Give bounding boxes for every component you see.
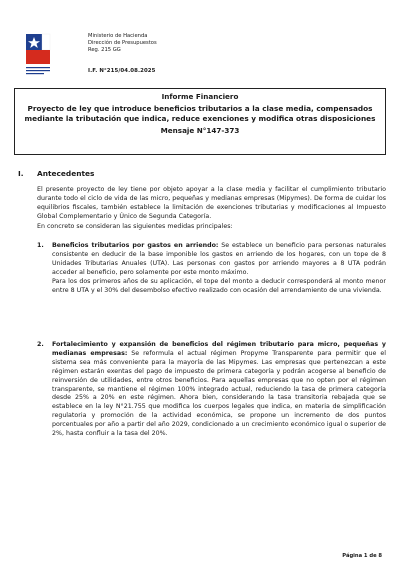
budget-office-name: Dirección de Presupuestos [88, 40, 157, 46]
page-number: Página 1 de 8 [342, 553, 382, 559]
list-item-body: Se establece un beneficio para personas naturales consistente en deducir de la base imponible los gastos en arriendo de los hogares, con un tope de 8 Unidades Tributarias Anuales (UTA). Las personas con gastos por arriendo mayores a 8 UTA podrán acceder al beneficio, pero solamente por este monto máximo. [52, 242, 386, 276]
government-logo [20, 32, 56, 78]
list-item-lead: Fortalecimiento y expansión de beneficios del régimen tributario para micro, pequeñas y medianas empresas: [52, 341, 386, 357]
list-item-number: 2. [37, 341, 44, 348]
list-item [37, 242, 386, 295]
list-item-text [52, 341, 386, 439]
intro-paragraph: El presente proyecto de ley tiene por objeto apoyar a la clase media y facilitar el cumplimiento tributario durante todo el ciclo de vida de las micro, pequeñas y medianas empresas (Mipymes). De forma de cuidar los equilibrios fiscales, también establece la limitación de exenciones tributarias y modificaciones al Impuesto Global Complementario y Único de Segunda Categoría. [37, 186, 386, 220]
section-title: Antecedentes [37, 169, 95, 178]
list-item [37, 341, 386, 439]
measures-intro-paragraph: En concreto se consideran las siguientes medidas principales: [37, 223, 233, 230]
list-item-text [52, 242, 386, 278]
list-item-body: Se reformula el actual régimen Propyme Transparente para permitir que el sistema sea más conveniente para la mayoría de las Mipymes. Las empresas que pertenezcan a este régimen estarán exentas del pago de impuesto de primera categoría y podrán acogerse al beneficio de reinversión de utilidades, entre otros beneficios. Para aquellas empresas que no opten por el régimen transparente, se mantiene el régimen 100% integrado actual, reduciendo la tasa de primera categoría desde 25% a 20% en este régimen. Ahora bien, considerando la tasa transitoria rebajada que se establece en la ley N°21.755 que modifica los cuerpos legales que indica, en materia de simplificación regulatoria y promoción de la actividad económica, se propone un incremento de dos puntos porcentuales por año a partir del año 2029, condicionado a un crecimiento económico igual o superior de 2%, hasta confluir a la tasa del 20%. [52, 349, 386, 438]
section-number: I. [18, 169, 24, 178]
message-number: Mensaje N°147-373 [160, 126, 240, 135]
title-box [14, 88, 386, 155]
list-item-number: 1. [37, 242, 44, 249]
ministry-block [88, 33, 157, 54]
registry-number: Reg. 215 GG [88, 47, 121, 53]
bill-subject: Proyecto de ley que introduce beneficios tributarios a la clase media, compensados mediante la tributación que indica, reduce exenciones y modifica otras disposiciones [24, 104, 376, 123]
report-reference: I.F. N°215/04.08.2025 [88, 68, 156, 74]
list-item-lead: Beneficios tributarios por gastos en arriendo: [52, 242, 219, 249]
section-heading [18, 169, 94, 178]
report-heading: Informe Financiero [161, 92, 239, 101]
list-item-text-continued: Para los dos primeros años de su aplicación, el tope del monto a deducir corresponderá al monto menor entre 8 UTA y el 30% del desembolso efectivo realizado con ocasión del arrendamiento de una vivienda. [52, 277, 386, 294]
ministry-name: Ministerio de Hacienda [88, 33, 148, 39]
